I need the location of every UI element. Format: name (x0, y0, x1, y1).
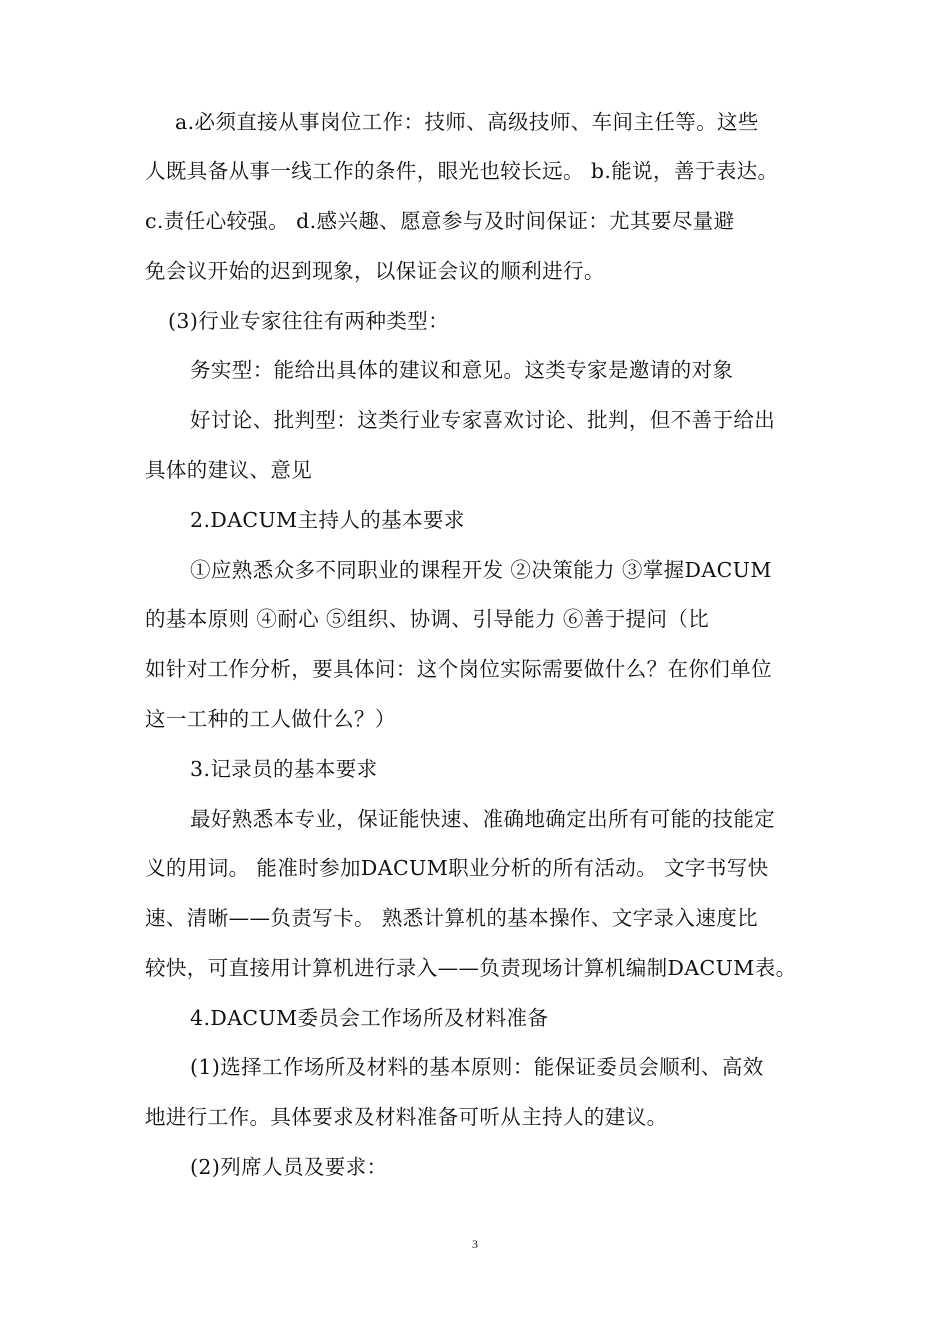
text-line: 地进行工作。具体要求及材料准备可听从主持人的建议。 (145, 1105, 668, 1129)
text-line: 较快，可直接用计算机进行录入——负责现场计算机编制DACUM表。 (145, 956, 797, 980)
text-line: 人既具备从事一线工作的条件，眼光也较长远。 b.能说，善于表达。 (145, 159, 779, 183)
text-line: 务实型：能给出具体的建议和意见。这类专家是邀请的对象 (190, 358, 734, 382)
text-line: c.责任心较强。 d.感兴趣、愿意参与及时间保证：尤其要尽量避 (145, 209, 735, 233)
section-heading: 4.DACUM委员会工作场所及材料准备 (190, 1006, 549, 1030)
page-number: 3 (472, 1237, 478, 1251)
text-line: a.必须直接从事岗位工作：技师、高级技师、车间主任等。这些 (175, 110, 759, 134)
text-line: 具体的建议、意见 (145, 458, 313, 482)
section-heading: 2.DACUM主持人的基本要求 (190, 508, 465, 532)
text-line: 如针对工作分析，要具体问：这个岗位实际需要做什么？在你们单位 (145, 657, 772, 681)
section-heading: 3.记录员的基本要求 (190, 757, 378, 781)
text-line: 的基本原则 ④耐心 ⑤组织、协调、引导能力 ⑥善于提问（比 (145, 607, 710, 631)
text-line: 这一工种的工人做什么？） (145, 707, 396, 731)
text-line: (2)列席人员及要求： (190, 1155, 388, 1179)
text-line: (3)行业专家往往有两种类型： (168, 309, 450, 333)
text-line: 免会议开始的迟到现象，以保证会议的顺利进行。 (145, 259, 605, 283)
text-line: (1)选择工作场所及材料的基本原则：能保证委员会顺利、高效 (190, 1055, 764, 1079)
text-line: 好讨论、批判型：这类行业专家喜欢讨论、批判，但不善于给出 (190, 408, 776, 432)
text-line: ①应熟悉众多不同职业的课程开发 ②决策能力 ③掌握DACUM (190, 558, 772, 582)
text-line: 义的用词。 能准时参加DACUM职业分析的所有活动。 文字书写快 (145, 856, 769, 880)
text-line: 速、清晰——负责写卡。 熟悉计算机的基本操作、文字录入速度比 (145, 906, 759, 930)
text-line: 最好熟悉本专业，保证能快速、准确地确定出所有可能的技能定 (190, 807, 776, 831)
